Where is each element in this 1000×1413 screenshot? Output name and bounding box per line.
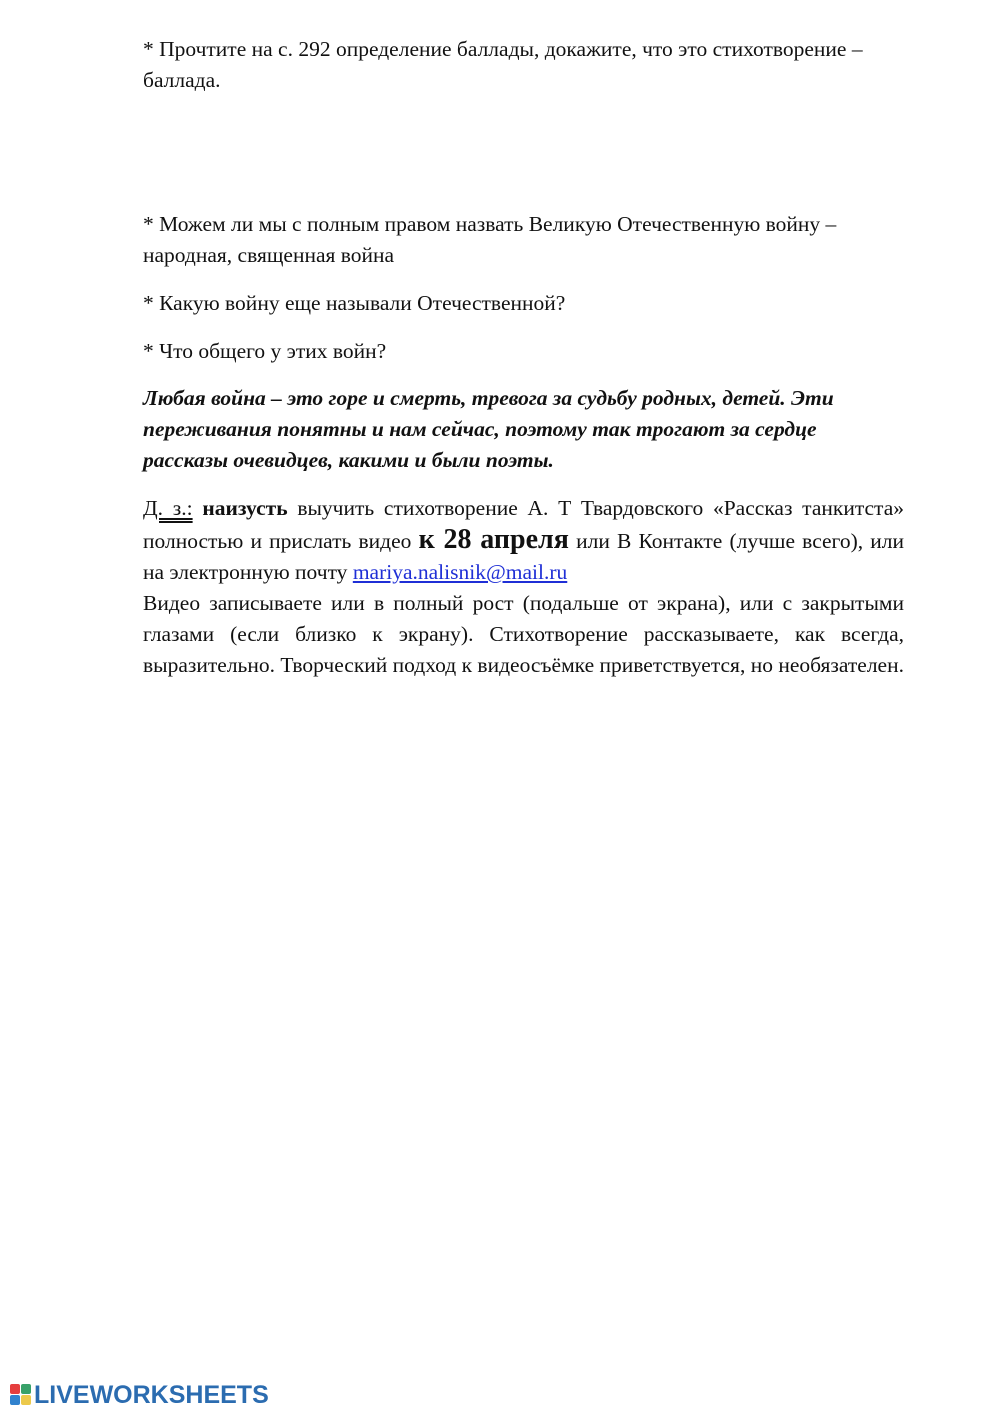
homework-section	[143, 493, 904, 681]
liveworksheets-logo[interactable]	[10, 1381, 269, 1409]
question-common-features: * Что общего у этих войн?	[143, 339, 387, 363]
homework-paragraph	[143, 493, 904, 588]
conclusion-paragraph: Любая война – это горе и смерть, тревога за судьбу родных, детей. Эти переживания понятны и нам сейчас, поэтому так трогают за сердце рассказы очевидцев, какими и были поэты.	[143, 386, 834, 472]
homework-bold-word: наизусть	[202, 496, 288, 520]
question-ballad: * Прочтите на с. 292 определение баллады, докажите, что это стихотворение – баллада.	[143, 37, 863, 92]
homework-text-2: или В Контакте (лучше всего), или на электронную почту	[143, 529, 905, 584]
logo-text: LIVEWORKSHEETS	[34, 1380, 269, 1409]
question-great-patriotic-war: * Можем ли мы с полным правом назвать Великую Отечественную войну – народная, священная война	[143, 212, 837, 267]
email-link[interactable]: mariya.nalisnik@mail.ru	[352, 560, 568, 584]
question-other-patriotic-war: * Какую войну еще называли Отечественной?	[143, 291, 566, 315]
logo-cubes-icon	[10, 1384, 32, 1406]
video-instructions: Видео записываете или в полный рост (подальше от экрана), или с закрытыми глазами (если близко к экрану). Стихотворение рассказываете, как всегда, выразительно. Творческий подход к видеосъёмке приветствуется, но необязателен.	[143, 591, 904, 677]
homework-text-1: выучить стихотворение А. Т Твардовского «Рассказ танкитста» полностью и прислать видео	[143, 496, 904, 553]
homework-label: Д. з.:	[143, 496, 193, 520]
homework-deadline: к 28 апреля	[418, 524, 569, 555]
